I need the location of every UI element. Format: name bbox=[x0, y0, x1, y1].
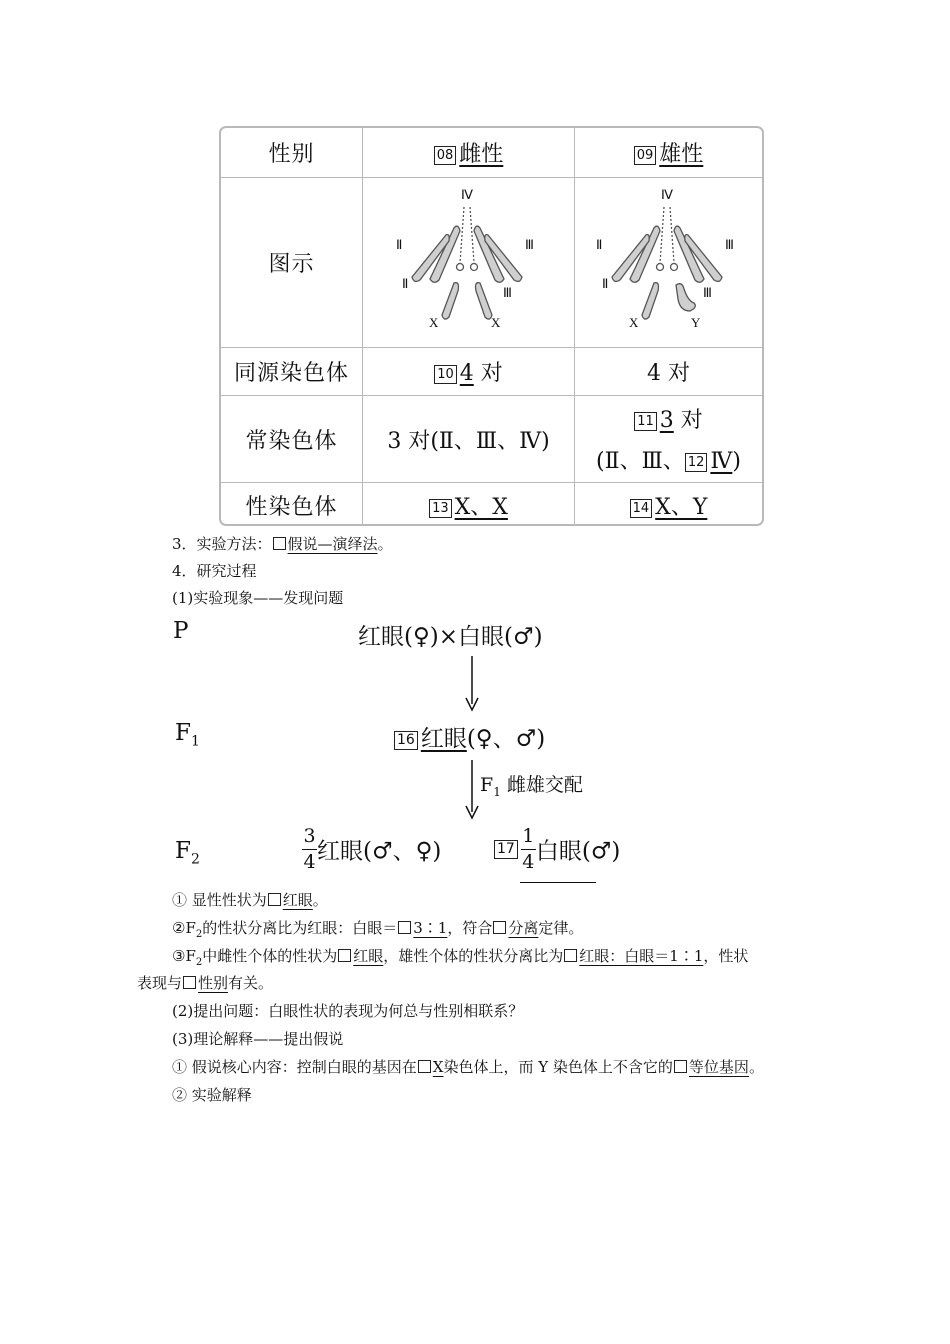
header-sex: 性别 bbox=[221, 128, 363, 177]
text-fragment: ) bbox=[732, 449, 741, 474]
row-label-sex-chromosome: 性染色体 bbox=[221, 483, 363, 526]
text-fragment: 。 bbox=[748, 1058, 764, 1076]
f2-result-red bbox=[302, 826, 441, 872]
answer-blank-box bbox=[398, 921, 411, 934]
male-karyotype-diagram bbox=[594, 185, 744, 340]
female-chromosome-diagram-cell bbox=[363, 178, 575, 347]
label-IV: Ⅳ bbox=[660, 187, 673, 202]
answer-blank-box bbox=[564, 949, 577, 962]
text-fragment: ① 显性性状为 bbox=[172, 891, 267, 909]
answer-value: 4 bbox=[459, 361, 474, 386]
text-fragment: 表现与 bbox=[137, 974, 183, 992]
f2-result-white bbox=[494, 826, 620, 872]
male-homologous-cell: 4 对 bbox=[647, 361, 690, 386]
point-3-continued bbox=[137, 973, 273, 993]
text-fragment: ① 假说核心内容：控制白眼的基因在 bbox=[172, 1058, 417, 1076]
answer-value: 红眼：白眼＝1∶1 bbox=[579, 947, 704, 965]
male-sex-chromosome-cell bbox=[575, 483, 762, 526]
table-header-row bbox=[221, 128, 762, 177]
label-X: X bbox=[490, 315, 500, 330]
text-fragment: 有关。 bbox=[228, 974, 274, 992]
text-fragment: ，雄性个体的性状分离比为 bbox=[383, 947, 564, 965]
label-II: Ⅱ bbox=[601, 276, 608, 291]
generation-P: P bbox=[173, 618, 189, 644]
answer-number-box: 10 bbox=[434, 365, 457, 384]
label-III: Ⅲ bbox=[502, 285, 512, 300]
generation-F1 bbox=[175, 720, 200, 750]
text-fragment: 定律。 bbox=[538, 919, 584, 937]
text-fragment: F bbox=[175, 720, 191, 746]
header-male bbox=[575, 128, 762, 177]
answer-value: 性别 bbox=[198, 974, 229, 992]
subscript: 2 bbox=[195, 957, 203, 968]
cross-P: 红眼(♀)×白眼(♂) bbox=[358, 624, 543, 650]
label-II: Ⅱ bbox=[395, 237, 402, 252]
female-autosome-cell: 3 对(Ⅱ、Ⅲ、Ⅳ) bbox=[363, 396, 575, 482]
female-sex-chromosome-cell bbox=[363, 483, 575, 526]
answer-number-box: 13 bbox=[429, 499, 452, 518]
answer-value: 3∶1 bbox=[413, 919, 448, 937]
answer-value: 红眼 bbox=[420, 726, 467, 752]
answer-value: 分离 bbox=[508, 919, 539, 937]
header-female-label: 雌性 bbox=[459, 142, 504, 167]
answer-number-box: 14 bbox=[630, 499, 653, 518]
text-fragment: 雌雄交配 bbox=[500, 774, 583, 796]
point-2 bbox=[172, 918, 583, 945]
table-row-diagram bbox=[221, 177, 762, 347]
row-label-autosome: 常染色体 bbox=[221, 396, 363, 482]
text-fragment: 。 bbox=[312, 891, 328, 909]
label-IV: Ⅳ bbox=[460, 187, 473, 202]
text-fragment: ②F bbox=[172, 919, 196, 937]
label-X: X bbox=[628, 315, 638, 330]
table-row-homologous bbox=[221, 347, 762, 395]
text-fragment: 染色体上，而 Y 染色体上不含它的 bbox=[443, 1058, 673, 1076]
fraction-denominator: 4 bbox=[303, 851, 316, 873]
answer-blank-box bbox=[268, 893, 281, 906]
text-fragment: ③F bbox=[172, 947, 196, 965]
header-female bbox=[363, 128, 575, 177]
label-III: Ⅲ bbox=[702, 285, 712, 300]
text-fragment: 的性状分离比为红眼：白眼＝ bbox=[202, 919, 398, 937]
answer-value: 红眼 bbox=[353, 947, 384, 965]
fraction-numerator: 1 bbox=[522, 825, 535, 847]
subscript: 1 bbox=[493, 784, 501, 799]
subscript: 1 bbox=[190, 733, 200, 750]
answer-number-box: 09 bbox=[634, 146, 657, 165]
fraction bbox=[521, 826, 536, 872]
text-fragment: 白眼(♂) bbox=[535, 838, 621, 865]
answer-number-box: 11 bbox=[634, 412, 657, 431]
text-fragment: 3．实验方法： bbox=[172, 535, 272, 553]
arrow-F1-to-F2 bbox=[462, 760, 482, 822]
text-fragment: F bbox=[175, 838, 191, 864]
item-4-heading: 4．研究过程 bbox=[172, 562, 257, 580]
point-5-explanation: ② 实验解释 bbox=[172, 1086, 252, 1104]
label-X: X bbox=[428, 315, 438, 330]
fraction-numerator: 3 bbox=[303, 825, 316, 847]
answer-blank-box bbox=[183, 976, 196, 989]
item-3-method bbox=[172, 534, 393, 554]
arrow-P-to-F1 bbox=[462, 656, 482, 714]
row-label-diagram: 图示 bbox=[221, 178, 363, 347]
f1-result bbox=[394, 720, 545, 753]
row-label-homologous: 同源染色体 bbox=[221, 348, 363, 395]
male-chromosome-diagram-cell bbox=[575, 178, 762, 347]
subscript: 2 bbox=[195, 929, 203, 940]
answer-value: Ⅳ bbox=[710, 449, 733, 474]
generation-F2 bbox=[175, 838, 200, 868]
answer-number-box: 16 bbox=[394, 731, 418, 750]
subsection-1-heading: (1)实验现象——发现问题 bbox=[172, 589, 344, 607]
answer-underline bbox=[520, 882, 596, 883]
unit-text: 对 bbox=[473, 361, 503, 386]
point-4-hypothesis bbox=[172, 1057, 764, 1077]
text-fragment: F bbox=[480, 774, 494, 796]
answer-blank-box bbox=[493, 921, 506, 934]
answer-value: 3 bbox=[659, 408, 674, 433]
arrow-label-mating bbox=[480, 770, 583, 799]
label-Y: Y bbox=[690, 315, 700, 330]
male-autosome-cell bbox=[575, 396, 762, 482]
answer-number-box: 12 bbox=[685, 453, 708, 472]
header-male-label: 雄性 bbox=[659, 142, 704, 167]
text-fragment: ，性状 bbox=[703, 947, 749, 965]
female-karyotype-diagram bbox=[394, 185, 544, 340]
point-3 bbox=[172, 946, 748, 973]
subscript: 2 bbox=[190, 851, 200, 868]
label-II: Ⅱ bbox=[401, 276, 408, 291]
text-fragment: 。 bbox=[377, 535, 393, 553]
point-1 bbox=[172, 890, 328, 910]
answer-value: 假说—演绎法 bbox=[287, 535, 378, 553]
answer-number-box: 08 bbox=[434, 146, 457, 165]
table-row-sex-chromosome bbox=[221, 482, 762, 526]
fraction-denominator: 4 bbox=[522, 851, 535, 873]
answer-value: 红眼 bbox=[282, 891, 313, 909]
answer-blank-box bbox=[338, 949, 351, 962]
fraction bbox=[302, 826, 317, 872]
text-fragment: 红眼(♂、♀) bbox=[317, 838, 442, 865]
subsection-3-heading: (3)理论解释——提出假说 bbox=[172, 1030, 344, 1048]
label-III: Ⅲ bbox=[724, 237, 734, 252]
label-III: Ⅲ bbox=[524, 237, 534, 252]
chromosome-table bbox=[219, 126, 764, 526]
female-homologous-cell bbox=[363, 348, 575, 395]
answer-blank-box bbox=[418, 1060, 431, 1073]
text-fragment: (♀、♂) bbox=[466, 726, 546, 752]
label-II: Ⅱ bbox=[595, 237, 602, 252]
answer-value: X、Y bbox=[655, 495, 708, 520]
answer-value: X bbox=[432, 1058, 444, 1076]
answer-value: X、X bbox=[454, 495, 508, 520]
answer-blank-box bbox=[674, 1060, 687, 1073]
text-fragment: ，符合 bbox=[447, 919, 493, 937]
answer-blank-box bbox=[273, 537, 286, 550]
answer-value: 等位基因 bbox=[688, 1058, 749, 1076]
text-fragment: 中雌性个体的性状为 bbox=[202, 947, 338, 965]
subsection-2-question: (2)提出问题：白眼性状的表现为何总与性别相联系？ bbox=[172, 1002, 524, 1020]
table-row-autosome bbox=[221, 395, 762, 482]
answer-number-box: 17 bbox=[494, 840, 518, 859]
unit-text: 对 bbox=[673, 408, 703, 433]
text-fragment: (Ⅱ、Ⅲ、 bbox=[596, 449, 685, 474]
